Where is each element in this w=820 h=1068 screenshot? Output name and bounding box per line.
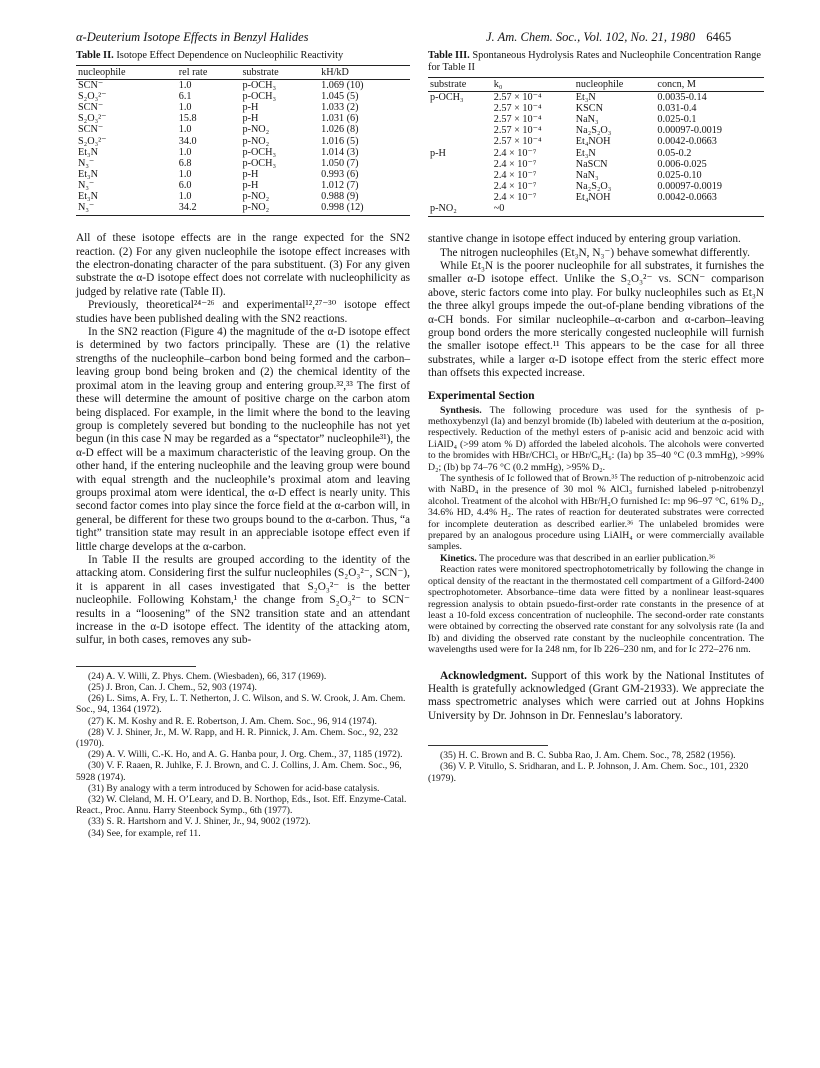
table-cell: 1.050 (7) [321,157,359,169]
table-cell: 2.4 × 10⁻⁷ [493,147,537,159]
table-cell: p-H [242,113,259,125]
reference-item: (32) W. Cleland, M. H. O’Leary, and D. B. Northop, Eds., Isot. Eff. Enzyme-Catal. React., Proc. Annu. Harry Steenbock Symp., 6th (1977). [76,794,407,817]
table-row [76,102,410,113]
table3-caption-text: Spontaneous Hydrolysis Rates and Nucleophile Concentration Range for Table II [428,50,761,73]
left-body-text [76,232,410,648]
table-cell: 0.00097-0.0019 [657,180,722,192]
table-cell [428,170,492,181]
table-cell: 2.57 × 10⁻⁴ [493,136,542,148]
reference-item: (33) S. R. Hartshorn and V. J. Shiner, Jr., 94, 9002 (1972). [88,816,311,828]
table2 [76,65,410,216]
table-cell: Na₂S₂O₃ [575,180,612,192]
table-row [428,136,764,147]
table-cell: N₃⁻ [76,202,177,216]
table-cell: 2.4 × 10⁻⁷ [493,158,537,170]
reference-item: (35) H. C. Brown and B. C. Subba Rao, J. Am. Chem. Soc., 78, 2582 (1956). [440,750,736,762]
table-row [428,125,764,136]
footnote-rule [76,666,196,667]
column-header: k₀ [492,78,574,92]
kinetics-label: Kinetics. [440,552,477,564]
table-cell: 0.025-0.1 [657,114,697,126]
table2-label: Table II. [76,50,114,61]
acknowledgment-label: Acknowledgment. [440,669,527,682]
table-cell [574,203,656,217]
kinetics-text: The procedure was that described in an earlier publication.³⁶ [479,552,716,564]
table-row [76,147,410,158]
reference-item: (25) J. Bron, Can. J. Chem., 52, 903 (1974). [88,682,257,694]
page-number: 6465 [706,30,732,44]
table-cell: 1.0 [178,168,192,180]
table-cell: p-OCH₃ [242,146,277,158]
table-cell: 1.045 (5) [321,91,359,103]
column-header: nucleophile [574,78,656,92]
table-cell: p-NO₂ [428,203,492,217]
table-cell: 0.031-0.4 [657,103,697,115]
table-row [76,113,410,124]
kinetics-text-2: Reaction rates were monitored spectrophotometrically by following the change in optical density of the reactant in the thermostated cell compartment of a Gilford-2400 spectrophotometer. Absorbance–time data were fitted by a nonlinear least-squares regression analysis to obtain psuedo-first-order rate constants in the presence of at least a 10-fold excess concentration of nucleophile. The second-order rate constants were obtained by correcting the observed rate constant for any solvolysis rate (Ia and Ib) and dividing the observed rate constant by the nucleophile concentration. The wavelengths used were for Ia 248 nm, for Ib 226–230 nm, and for Ic 272–276 nm. [428,564,764,656]
synthesis-label: Synthesis. [440,404,482,416]
table-row [428,148,764,159]
table-row [76,136,410,147]
table-cell: 1.026 (8) [321,124,359,136]
table-cell: Et₃N [78,191,98,203]
table-cell [428,125,492,136]
table-cell: 34.2 [177,202,241,216]
reference-item: (28) V. J. Shiner, Jr., M. W. Rapp, and H. R. Pinnick, J. Am. Chem. Soc., 92, 232 (1970). [76,726,399,750]
table-cell: Et₃N [78,146,98,158]
table2-caption [76,50,410,62]
table-cell: 2.4 × 10⁻⁷ [493,180,537,192]
table3-caption [428,50,764,74]
paragraph: Previously, theoretical²⁴⁻²⁶ and experimental¹²,²⁷⁻³⁰ isotope effect studies have been published dealing with the SN2 reactions. [76,299,410,325]
running-header-right [486,30,731,45]
right-column [428,50,764,784]
table-cell: Et₃N [575,147,596,159]
experimental-section [428,405,764,656]
table-cell: 2.4 × 10⁻⁷ [493,191,537,203]
synthesis-text: The following procedure was used for the synthesis of p-methoxybenzyl (Ia) and benzyl bromide (Ib) labeled with deuterium at the α-position, respectively. Reduction of the methyl esters of p-anisic acid and benzoic acid with LiAlD₄ (>99 atom % D) afforded the labeled alcohols. The alcohols were converted to the bromides with HBr/CHCl₃ or HBr/C₆H₆: (Ia) bp 35–40 °C (0.3 mmHg), >99% D₂; (Ib) bp 74–76 °C (0.2 mmHg), >95% D₂. [428,404,764,473]
table-cell: ~0 [492,203,574,217]
table-cell [428,114,492,125]
table-cell: NaN₃ [575,114,599,126]
table-cell: 1.0 [178,102,192,114]
table-cell: S₂O₃²⁻ [78,135,107,147]
left-column [76,50,410,839]
table-cell: p-H [430,147,446,159]
reference-item: (31) By analogy with a term introduced by Schowen for acid-base catalysis. [88,782,380,794]
reference-item: (26) L. Sims, A. Fry, L. T. Netherton, J. C. Wilson, and S. W. Crook, J. Am. Chem. Soc., 94, 1364 (1972). [76,693,406,716]
table-row [428,170,764,181]
table-cell: 1.012 (7) [321,179,359,191]
table-cell: 1.0 [178,191,192,203]
table-cell: p-NO₂ [242,124,270,136]
reference-item: (29) A. V. Willi, C.-K. Ho, and A. G. Hanba pour, J. Org. Chem., 37, 1185 (1972). [88,749,403,761]
table-cell: 0.988 (9) [321,191,359,203]
table-cell: p-OCH₃ [242,157,277,169]
table-cell: p-OCH₃ [430,92,464,104]
table-cell: SCN⁻ [78,102,104,114]
table-cell: p-NO₂ [242,135,270,147]
paragraph: The nitrogen nucleophiles (Et₃N, N₃⁻) behave somewhat differently. [440,246,750,259]
table-row [428,181,764,192]
table-row [76,80,410,92]
table-row [76,158,410,169]
paragraph: stantive change in isotope effect induced by entering group variation. [428,233,741,246]
reference-item: (27) K. M. Koshy and R. E. Robertson, J. Am. Chem. Soc., 96, 914 (1974). [88,715,377,727]
table-cell: 6.1 [178,91,192,103]
table-row [76,202,410,216]
table-cell: 15.8 [178,113,197,125]
table-cell: 1.014 (3) [321,146,359,158]
table-cell: 2.57 × 10⁻⁴ [493,103,542,115]
acknowledgment [428,670,764,724]
table-cell: 0.0042-0.0663 [657,136,717,148]
right-references [428,745,764,784]
table-cell: p-NO₂ [240,202,319,216]
table-cell: 1.0 [178,146,192,158]
paragraph: In Table II the results are grouped according to the identity of the attacking atom. Considering first the sulfur nucleophiles (S₂O₃²⁻, SCN⁻), it is apparent in all cases investigated that S₂O₃²⁻ is the better nucleophile. Following Kohstam,¹ the change from S₂O₃²⁻ to SCN⁻ results in a “loosening” of the SN2 transition state and an attendant increase in the α-D isotope effect. The identity of the attacking atom, sulfur, in both cases, removes any sub- [76,553,410,647]
table-cell: SCN⁻ [78,80,104,92]
table-cell [655,203,764,217]
table-cell: Et₄NOH [575,191,611,203]
table-cell: S₂O₃²⁻ [78,91,107,103]
footnote-rule [428,745,548,746]
table-cell: 2.57 × 10⁻⁴ [493,114,542,126]
reference-item: (36) V. P. Vitullo, S. Sridharan, and L. P. Johnson, J. Am. Chem. Soc., 101, 2320 (1979). [428,761,749,784]
table-cell: p-H [242,179,259,191]
journal-citation: J. Am. Chem. Soc., Vol. 102, No. 21, 1980 [486,30,696,44]
table-cell: Et₃N [78,168,98,180]
table2-caption-text: Isotope Effect Dependence on Nucleophilic Reactivity [116,50,344,61]
table-cell: p-H [242,168,259,180]
table-row [428,159,764,170]
table3 [428,77,764,217]
table-cell: N₃⁻ [78,179,95,191]
column-header: nucleophile [76,66,177,80]
table-row [76,169,410,180]
column-header: substrate [240,66,319,80]
table3-label: Table III. [428,50,470,61]
table-cell: p-OCH₃ [242,91,277,103]
table-cell [428,103,492,114]
paragraph: All of these isotope effects are in the range expected for the SN2 reaction. (2) For any given nucleophile the isotope effect increases with the electron-donating character of the para substituent. (3) For any given substrate the α-D isotope effect does not correlate with nucleophilicity as judged by relative rate (Table II). [76,232,410,298]
column-header: concn, M [655,78,764,92]
column-header: rel rate [177,66,241,80]
table-cell: Et₄NOH [575,136,611,148]
table-cell: 0.993 (6) [321,168,359,180]
running-header-left: α-Deuterium Isotope Effects in Benzyl Halides [76,30,309,44]
table-row [76,91,410,102]
table-row [428,203,764,217]
table-cell: 1.033 (2) [321,102,359,114]
table-cell: Et₃N [575,92,596,104]
acknowledgment-text: Support of this work by the National Institutes of Health is gratefully acknowledged (Grant GM-21933). We appreciate the mass spectrometric analyses which were carried out at Johns Hopkins University by Dr. Johnson in Dr. Fenneslau’s laboratory. [428,669,764,722]
table-cell: 1.031 (6) [321,113,359,125]
table-cell: 34.0 [178,135,197,147]
experimental-heading: Experimental Section [428,388,535,402]
paragraph: In the SN2 reaction (Figure 4) the magnitude of the α-D isotope effect is determined by two factors principally. These are (1) the relative strengths of the nucleophile–carbon bond being formed and the carbon–leaving group bond being broken and (2) the chemical identity of the proximal atom in the leaving group and entering group.³²,³³ The first of these will determine the amount of positive charge on the carbon atom being displaced. For example, in the limit where the bond to the leaving group is completely severed but bonding to the nucleophile has not yet begun (in this case N may be regarded as a “spectator” nucleophile³¹), the α-D effect will be a maximum characteristic of the leaving group. On the other hand, if the entering nucleophile and the leaving group were bound with equal strength and the nucleophile’s proximal atom and leaving groups proximal atom were identical, the α-D effect is nearly unity. This second factor comes into play since the force field at the α-carbon will, in general, be different for these two groups bound to the α-carbon. Thus, “a tight” transition state may result in an appreciable isotope effect even if little charge develops at the α-carbon. [76,326,410,553]
table-row [428,103,764,114]
table-cell: p-NO₂ [242,191,270,203]
right-body-text [428,233,764,380]
table-cell: NaN₃ [575,169,599,181]
table-cell: NaSCN [575,158,608,170]
table-cell: p-OCH₃ [242,80,277,92]
table-cell: p-H [242,102,259,114]
table-cell: 0.0042-0.0663 [657,191,717,203]
reference-item: (30) V. F. Raaen, R. Juhlke, F. J. Brown, and C. J. Collins, J. Am. Chem. Soc., 96, 5928 (1974). [76,760,402,783]
table-cell: 1.016 (5) [321,135,359,147]
table-cell: KSCN [575,103,603,115]
table-cell: 0.05-0.2 [657,147,692,159]
table-cell: 2.4 × 10⁻⁷ [493,169,537,181]
table-cell [428,136,492,147]
table-row [428,114,764,125]
table-cell: 6.0 [178,179,192,191]
column-header: kH/kD [319,66,410,80]
table-cell [428,181,492,192]
table-cell: 6.8 [178,157,192,169]
left-references [76,666,410,839]
table-cell: 1.0 [178,124,192,136]
table-row [76,191,410,202]
paragraph: While Et₃N is the poorer nucleophile for all substrates, it furnishes the smaller α-D isotope effect. Unlike the S₂O₃²⁻ vs. SCN⁻ comparison above, steric factors come into play. For bulky nucleophiles such as Et₃N the three alkyl groups impede the out-of-plane bending vibrations of the α-CH bonds. For similar nucleophile–α-carbon and α-carbon–leaving group bond orders the more sterically congested nucleophile will furnish the smaller isotope effect.¹¹ This appears to be the case for all three substrates, while a larger α-D isotope effect from the steric effect more than offsets this expected increase. [428,259,764,380]
column-header: substrate [428,78,492,92]
reference-item: (34) See, for example, ref 11. [88,827,201,839]
table-cell [428,159,492,170]
table-cell: 0.006-0.025 [657,158,707,170]
table-cell: 0.025-0.10 [657,169,702,181]
table-row [428,192,764,203]
table-row [76,180,410,191]
table-cell: 1.0 [178,80,192,92]
table-cell: 1.069 (10) [321,80,364,92]
table-cell: N₃⁻ [78,157,95,169]
table-cell: 0.0035-0.14 [657,92,707,104]
table-cell: 2.57 × 10⁻⁴ [493,125,542,137]
table-cell: SCN⁻ [78,124,104,136]
table-cell: 0.00097-0.0019 [657,125,722,137]
table-cell [428,192,492,203]
synthesis-text-2: The synthesis of Ic followed that of Brown.³⁵ The reduction of p-nitrobenzoic acid with NaBD₄ in the presence of 30 mol % AlCl₃ furnished labeled p-nitrobenzyl alcohol. Treatment of the alcohol with HBr/H₂O furnished Ic: mp 96–97 °C, 61% D₂, 34.6% HD, 4.4% H₂. The rates of reaction for deuterated substrates were corrected for incomplete deuteration as described earlier.³⁶ The unlabeled bromides were prepared by an analogous procedure using LiAlH₄ or were commercially available samples. [428,473,764,553]
table-cell: Na₂S₂O₃ [575,125,612,137]
table-cell: 2.57 × 10⁻⁴ [493,92,542,104]
table-row [76,124,410,135]
table-cell: S₂O₃²⁻ [78,113,107,125]
table-cell: 0.998 (12) [319,202,410,216]
table-row [428,92,764,104]
reference-item: (24) A. V. Willi, Z. Phys. Chem. (Wiesbaden), 66, 317 (1969). [88,670,327,682]
